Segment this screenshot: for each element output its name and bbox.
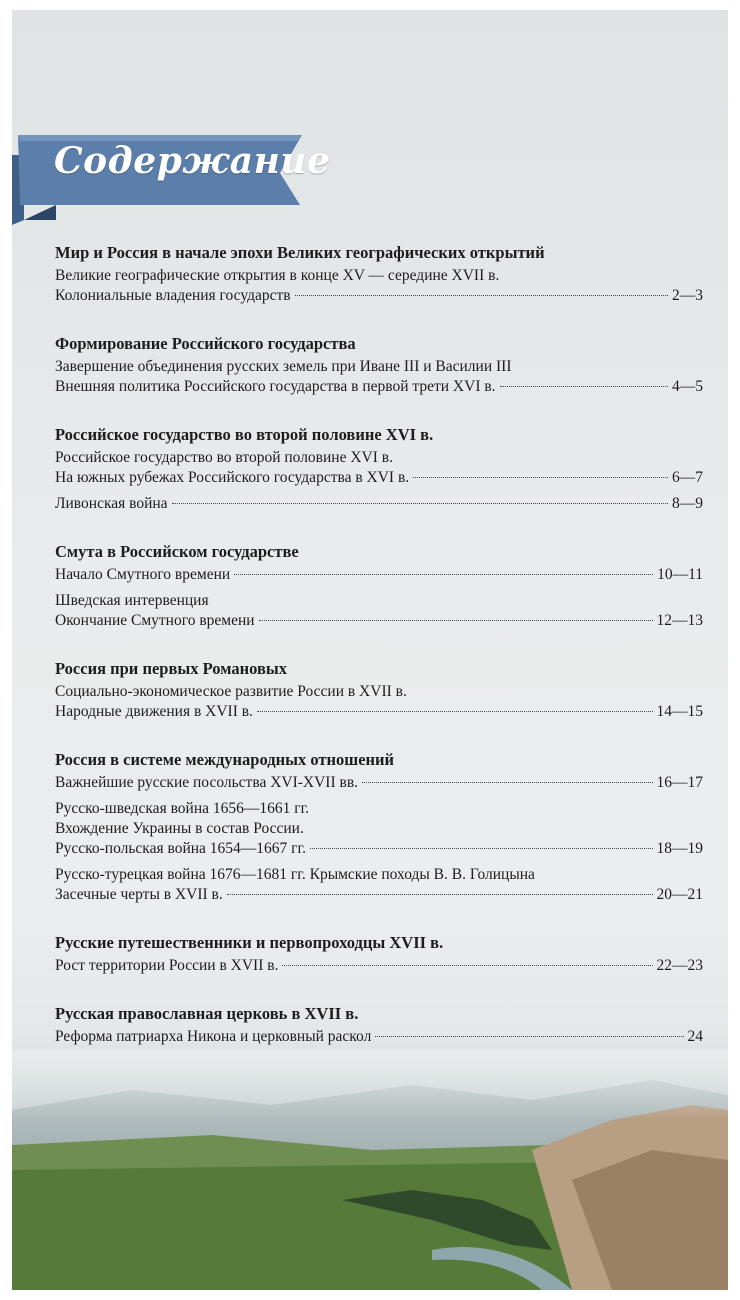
- entry-title: Реформа патриарха Никона и церковный раскол: [55, 1028, 372, 1045]
- toc-entry: [55, 565, 703, 585]
- entry-title: Народные движения в XVII в.: [55, 703, 253, 720]
- toc-section: [55, 541, 703, 631]
- dot-leader: [362, 782, 652, 783]
- toc-section: [55, 333, 703, 397]
- dot-leader: [234, 574, 653, 575]
- entry-title: Засечные черты в XVII в.: [55, 886, 223, 903]
- toc-line: Великие географические открытия в конце XV — середине XVII в.: [55, 267, 500, 284]
- ribbon-shadow: [24, 205, 56, 220]
- toc-entry: [55, 1027, 703, 1047]
- dot-leader: [375, 1036, 683, 1037]
- toc-line: Социально-экономическое развитие России в XVII в.: [55, 683, 407, 700]
- book-page: [12, 10, 728, 1290]
- entry-title: Рост территории России в XVII в.: [55, 957, 279, 974]
- toc-section: [55, 1003, 703, 1047]
- page-number: 16—17: [656, 774, 703, 791]
- toc-entry: [55, 286, 703, 306]
- entry-title: Колониальные владения государств: [55, 287, 291, 304]
- landscape-illustration: [12, 1050, 728, 1290]
- section-heading: Формирование Российского государства: [55, 334, 356, 353]
- entry-title: На южных рубежах Российского государства в XVI в.: [55, 469, 410, 486]
- page-number: 4—5: [672, 378, 703, 395]
- toc-section: [55, 424, 703, 514]
- entry-title: Начало Смутного времени: [55, 566, 231, 583]
- toc-entry: [55, 773, 703, 793]
- page-number: 8—9: [672, 495, 703, 512]
- toc-line: Шведская интервенция: [55, 592, 209, 609]
- toc-entry: [55, 839, 703, 859]
- dot-leader: [227, 894, 653, 895]
- page-number: 2—3: [672, 287, 703, 304]
- page-number: 20—21: [656, 886, 703, 903]
- entry-title: Внешняя политика Российского государства в первой трети XVI в.: [55, 378, 496, 395]
- section-heading: Русская православная церковь в XVII в.: [55, 1004, 359, 1023]
- section-heading: Российское государство во второй половине XVI в.: [55, 425, 434, 444]
- toc-line: Завершение объединения русских земель при Иване III и Василии III: [55, 358, 512, 375]
- page-number: 6—7: [672, 469, 703, 486]
- dot-leader: [282, 965, 652, 966]
- toc-entry: [55, 611, 703, 631]
- page-number: 14—15: [656, 703, 703, 720]
- toc-entry: [55, 377, 703, 397]
- toc-entry: [55, 494, 703, 514]
- section-heading: Россия в системе международных отношений: [55, 750, 395, 769]
- toc-section: [55, 749, 703, 905]
- dot-leader: [259, 620, 653, 621]
- page-number: 22—23: [656, 957, 703, 974]
- toc-entry: [55, 956, 703, 976]
- section-heading: Россия при первых Романовых: [55, 659, 287, 678]
- table-of-contents: [55, 242, 703, 1074]
- page-number: 12—13: [656, 612, 703, 629]
- toc-entry: [55, 702, 703, 722]
- section-heading: Мир и Россия в начале эпохи Великих географических открытий: [55, 243, 545, 262]
- page-number: 18—19: [656, 840, 703, 857]
- entry-title: Ливонская война: [55, 495, 168, 512]
- toc-line: Русско-турецкая война 1676—1681 гг. Крымские походы В. В. Голицына: [55, 866, 535, 883]
- page-number: 10—11: [657, 566, 703, 583]
- section-heading: Русские путешественники и первопроходцы XVII в.: [55, 933, 444, 952]
- toc-line: Русско-шведская война 1656—1661 гг.: [55, 800, 310, 817]
- toc-entry: [55, 468, 703, 488]
- dot-leader: [413, 477, 668, 478]
- entry-title: Русско-польская война 1654—1667 гг.: [55, 840, 307, 857]
- toc-section: [55, 658, 703, 722]
- toc-section: [55, 932, 703, 976]
- dot-leader: [310, 848, 652, 849]
- toc-section: [55, 242, 703, 306]
- dot-leader: [257, 711, 653, 712]
- entry-title: Важнейшие русские посольства XVI-XVII вв.: [55, 774, 359, 791]
- dot-leader: [172, 503, 668, 504]
- entry-title: Окончание Смутного времени: [55, 612, 255, 629]
- section-heading: Смута в Российском государстве: [55, 542, 299, 561]
- page-title: Содержание: [54, 140, 331, 182]
- toc-line: Российское государство во второй половине XVI в.: [55, 449, 393, 466]
- page-number: 24: [687, 1028, 703, 1045]
- dot-leader: [295, 295, 668, 296]
- toc-line: Вхождение Украины в состав России.: [55, 820, 304, 837]
- toc-entry: [55, 885, 703, 905]
- dot-leader: [500, 386, 668, 387]
